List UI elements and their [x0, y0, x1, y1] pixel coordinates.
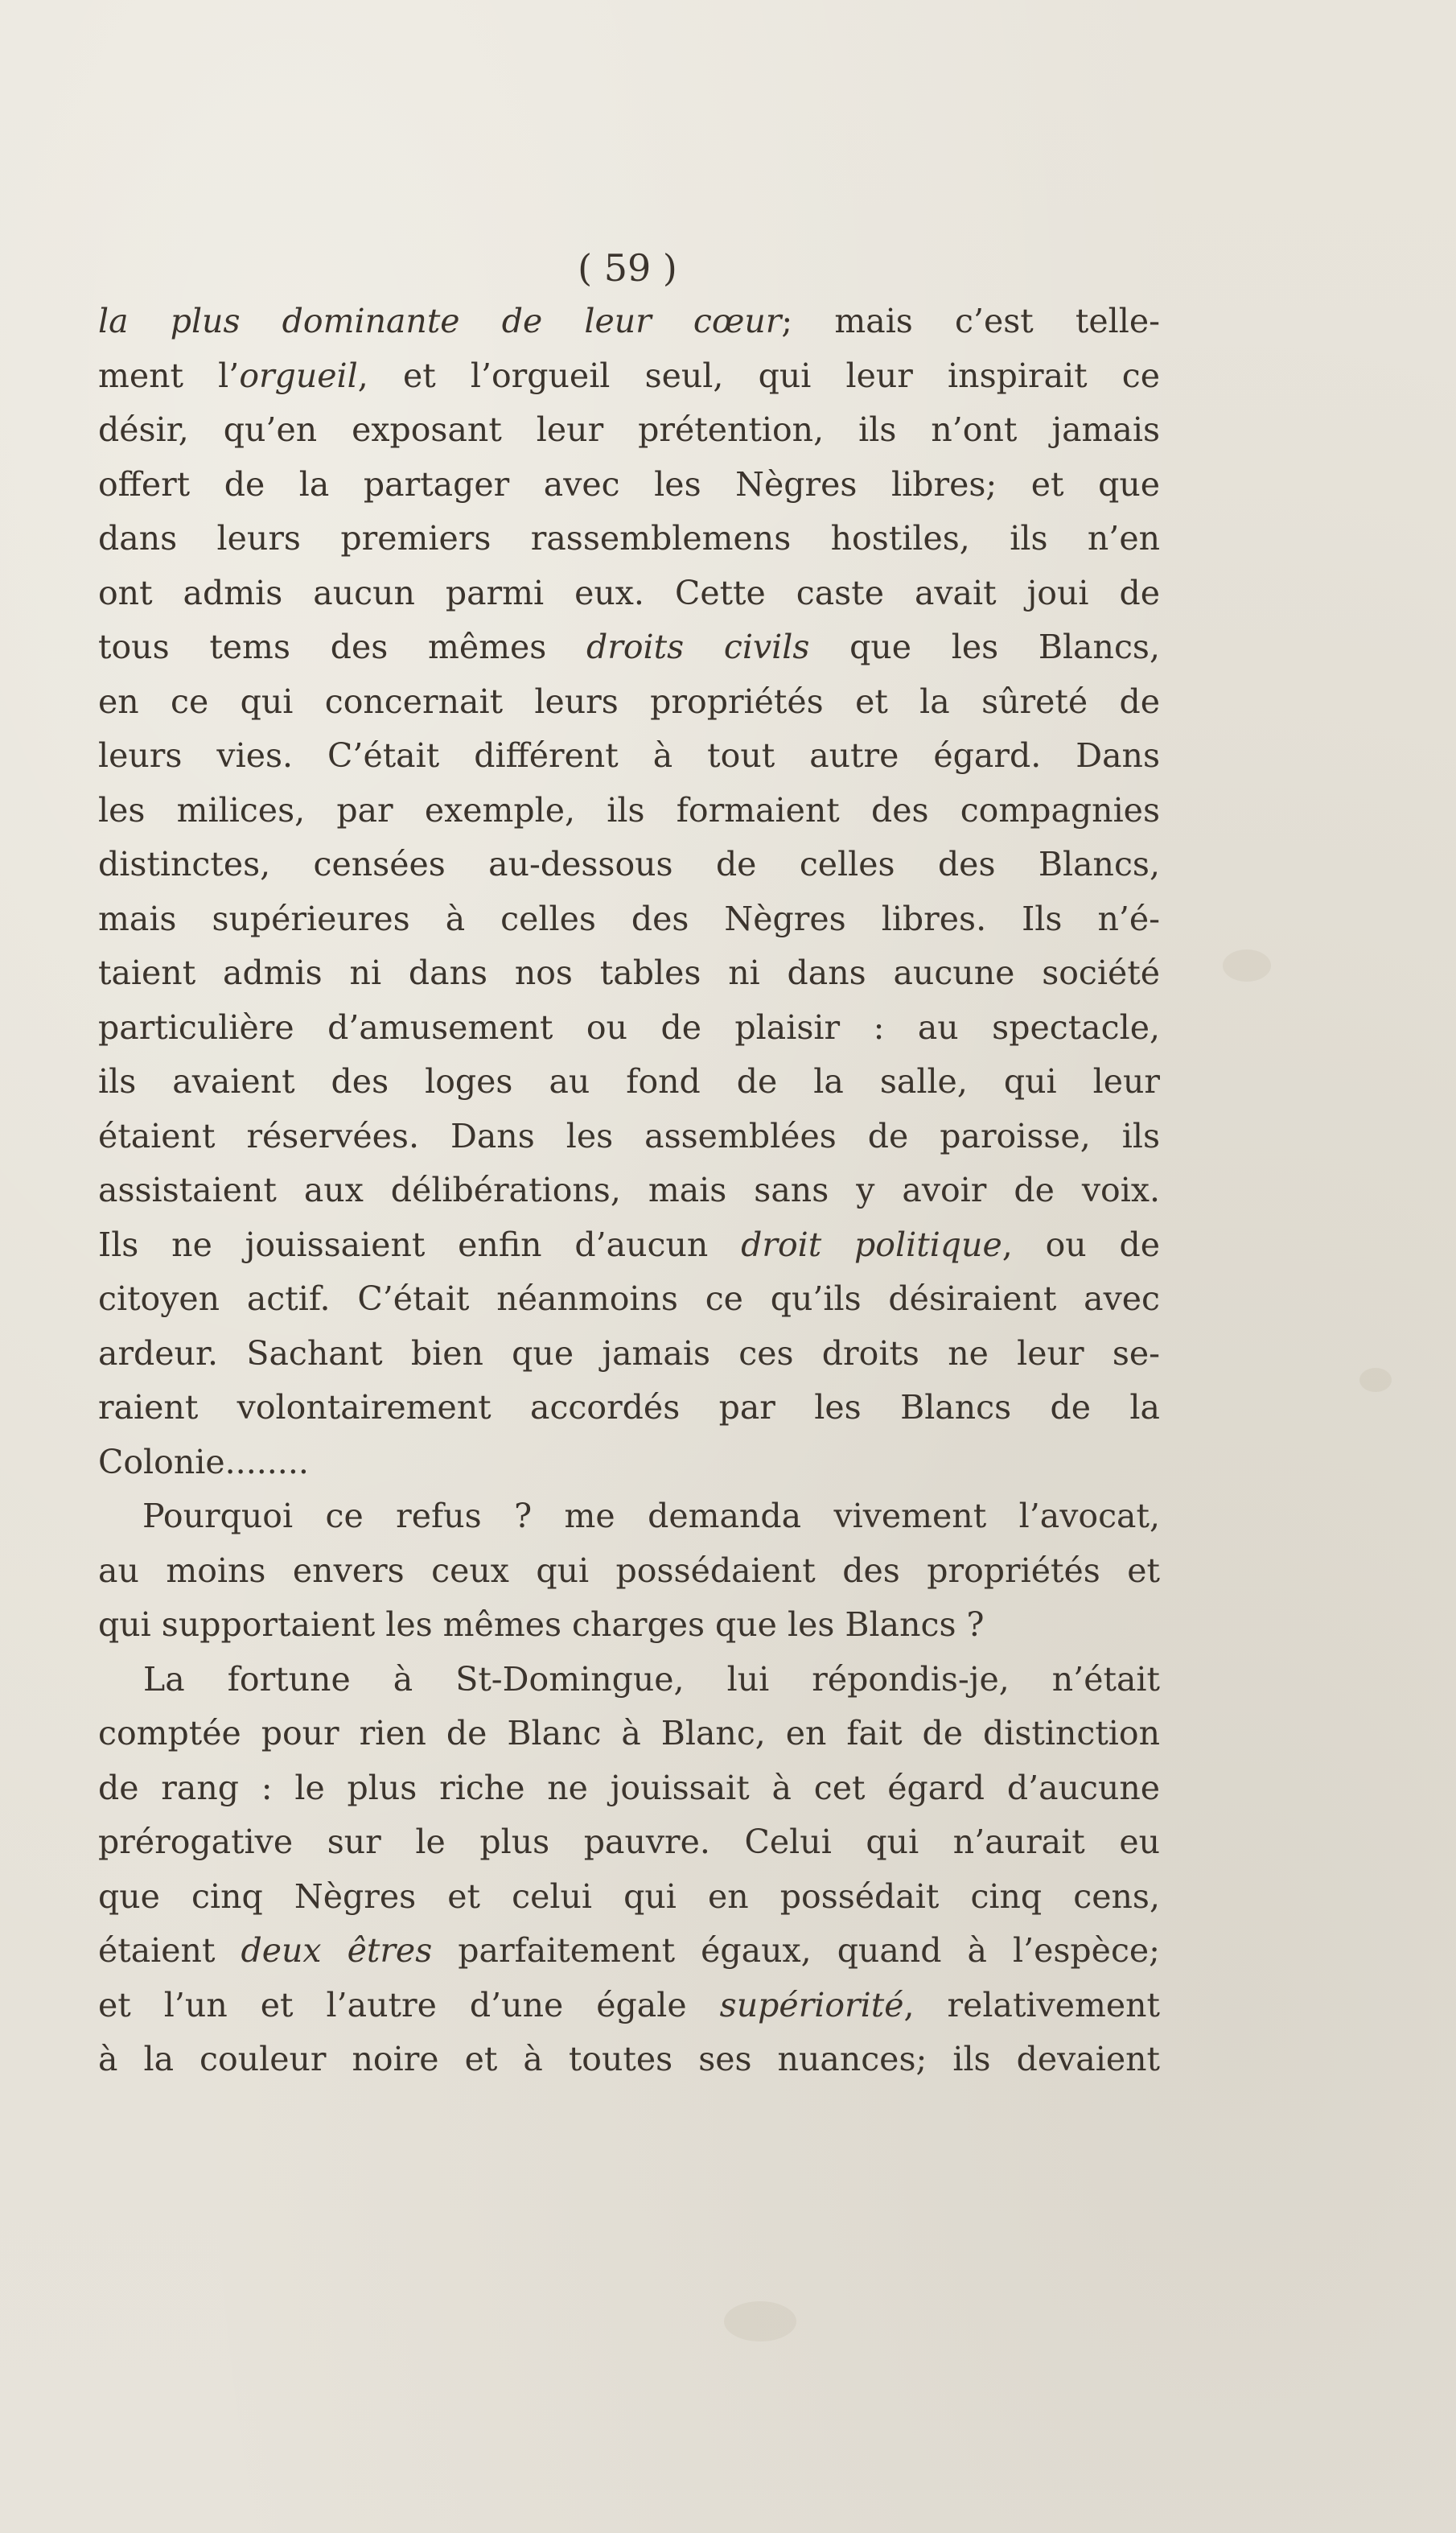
text-line [98, 1327, 1160, 1382]
text-segment: , relativement [903, 1985, 1160, 2024]
text-line [98, 1489, 1160, 1544]
text-line [98, 784, 1160, 838]
text-line [98, 1544, 1160, 1599]
text-segment: désir, qu’en exposant leur prétention, ils n’ont jamais [98, 410, 1160, 449]
text-segment: ment l’ [98, 356, 240, 395]
text-line [98, 620, 1160, 675]
text-segment: étaient [98, 1931, 241, 1970]
text-line [98, 1653, 1160, 1707]
text-segment: en ce qui concernait leurs propriétés et la sûreté de [98, 682, 1160, 721]
paper-foxing-spot [1223, 949, 1271, 982]
text-line [98, 1001, 1160, 1056]
body-text [98, 294, 1160, 2087]
text-line [98, 1164, 1160, 1218]
text-line [98, 1055, 1160, 1110]
text-segment: prérogative sur le plus pauvre. Celui qui n’aurait eu [98, 1823, 1160, 1861]
text-line [98, 294, 1160, 349]
text-segment: comptée pour rien de Blanc à Blanc, en fait de distinction [98, 1714, 1160, 1753]
text-segment: offert de la partager avec les Nègres libres; et que [98, 464, 1160, 504]
text-segment: taient admis ni dans nos tables ni dans aucune société [98, 953, 1160, 992]
text-line [98, 1815, 1160, 1870]
italic-text-segment: supériorité [719, 1985, 904, 2024]
text-line [98, 946, 1160, 1001]
text-line [98, 838, 1160, 892]
text-line [98, 675, 1160, 730]
text-segment: étaient réservées. Dans les assemblées de paroisse, ils [98, 1116, 1160, 1155]
text-line [98, 1381, 1160, 1435]
italic-text-segment: droits civils [586, 628, 810, 666]
text-line [98, 1924, 1160, 1979]
text-segment: distinctes, censées au-dessous de celles des Blancs, [98, 845, 1160, 883]
text-segment: de rang : le plus riche ne jouissait à cet égard d’aucune [98, 1768, 1160, 1807]
text-segment: Ils ne jouissaient enfin d’aucun [98, 1225, 742, 1264]
text-segment: à la couleur noire et à toutes ses nuances; ils devaient [98, 2040, 1160, 2078]
page-number: ( 59 ) [578, 246, 677, 290]
italic-text-segment: orgueil [239, 356, 358, 395]
text-segment: , et l’orgueil seul, qui leur inspirait ce [357, 356, 1160, 395]
text-segment: , ou de [1002, 1225, 1160, 1264]
text-segment: au moins envers ceux qui possédaient des propriétés et [98, 1551, 1160, 1590]
text-segment: La fortune à St-Domingue, lui répondis-je, n’était [143, 1659, 1160, 1699]
text-line [98, 1979, 1160, 2033]
text-line [98, 512, 1160, 566]
paper-foxing-spot [724, 2301, 796, 2341]
text-segment: ont admis aucun parmi eux. Cette caste avait joui de [98, 573, 1160, 612]
italic-text-segment: droit politique [741, 1225, 1002, 1264]
italic-text-segment: deux êtres [241, 1931, 433, 1970]
text-segment: que cinq Nègres et celui qui en possédait cinq cens, [98, 1876, 1160, 1916]
text-line [98, 892, 1160, 947]
text-line [98, 1272, 1160, 1327]
text-segment: parfaitement égaux, quand à l’espèce; [432, 1931, 1160, 1970]
text-line [98, 458, 1160, 513]
italic-text-segment: la plus dominante de leur cœur [98, 302, 782, 340]
text-line [98, 1435, 1160, 1490]
text-segment: tous tems des mêmes [98, 628, 586, 666]
text-segment: leurs vies. C’était différent à tout autre égard. Dans [98, 736, 1160, 775]
text-segment: et l’un et l’autre d’une égale [98, 1985, 720, 2024]
text-segment: particulière d’amusement ou de plaisir : au spectacle, [98, 1007, 1160, 1047]
text-line [98, 403, 1160, 458]
text-segment: ils avaient des loges au fond de la salle, qui leur [98, 1062, 1160, 1101]
text-segment: assistaient aux délibérations, mais sans y avoir de voix. [98, 1171, 1160, 1209]
text-segment: Colonie........ [98, 1442, 309, 1481]
text-line [98, 1218, 1160, 1273]
text-segment: les milices, par exemple, ils formaient des compagnies [98, 790, 1160, 830]
text-line [98, 1598, 1160, 1653]
text-line [98, 1707, 1160, 1761]
text-segment: ; mais c’est telle- [781, 302, 1160, 340]
text-line [98, 349, 1160, 404]
text-segment: dans leurs premiers rassemblemens hostiles, ils n’en [98, 519, 1160, 558]
text-line [98, 1870, 1160, 1925]
text-line [98, 1761, 1160, 1816]
text-segment: ardeur. Sachant bien que jamais ces droits ne leur se- [98, 1333, 1160, 1373]
paper-foxing-spot [1359, 1368, 1392, 1392]
text-line [98, 729, 1160, 784]
text-segment: Pourquoi ce refus ? me demanda vivement l’avocat, [142, 1497, 1160, 1535]
text-line [98, 566, 1160, 621]
text-segment: citoyen actif. C’était néanmoins ce qu’ils désiraient avec [98, 1279, 1160, 1318]
text-segment: mais supérieures à celles des Nègres libres. Ils n’é- [98, 899, 1160, 938]
text-segment: qui supportaient les mêmes charges que les Blancs ? [98, 1605, 985, 1644]
text-segment: que les Blancs, [809, 628, 1160, 666]
text-line [98, 2033, 1160, 2087]
text-segment: raient volontairement accordés par les Blancs de la [98, 1388, 1160, 1427]
text-line [98, 1110, 1160, 1164]
